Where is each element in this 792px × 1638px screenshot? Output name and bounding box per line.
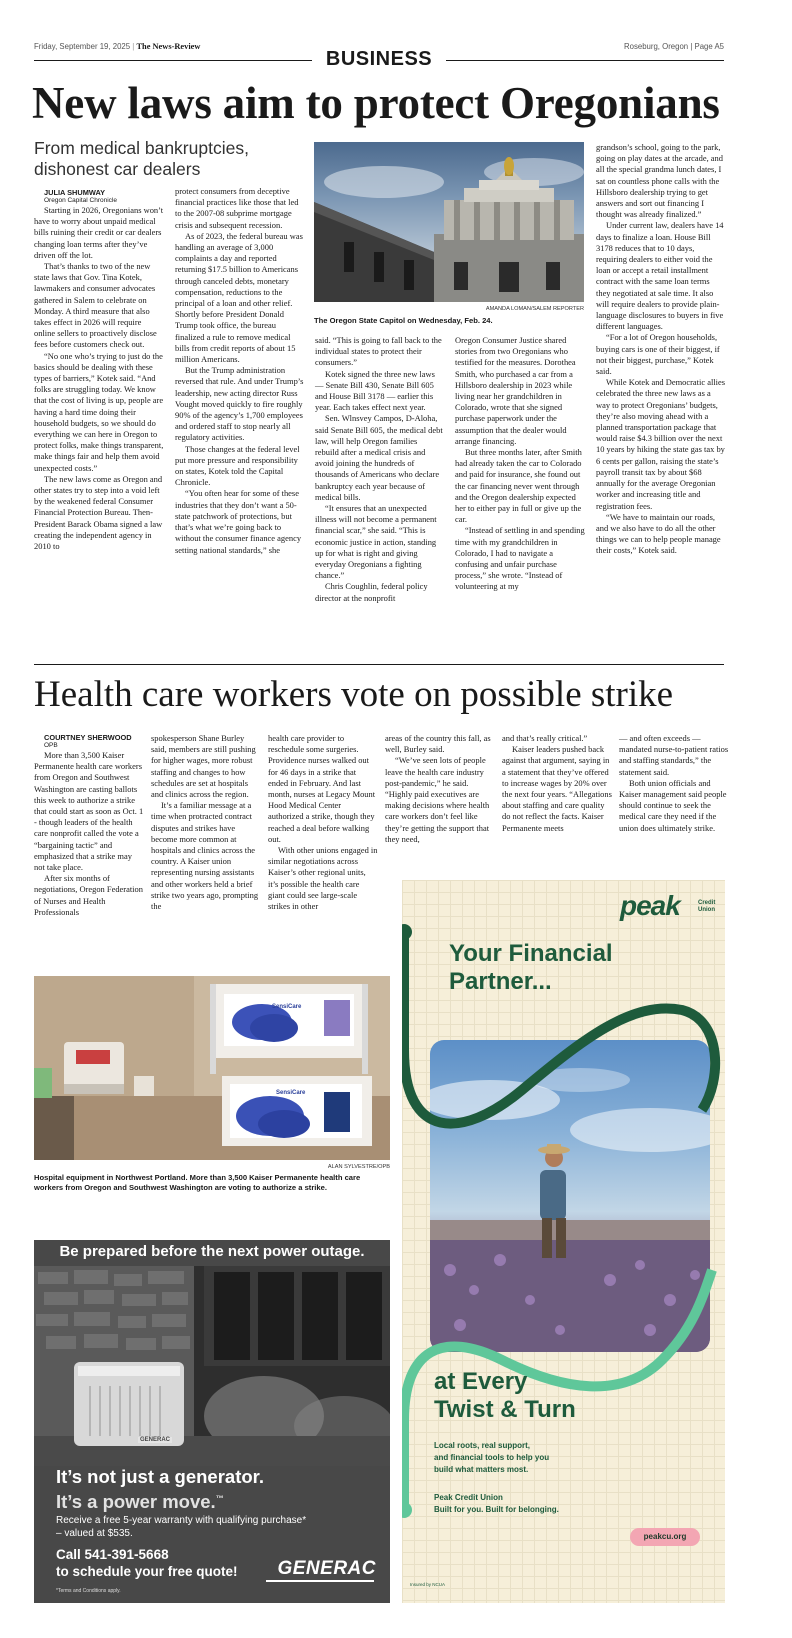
story2-byline: COURTNEY SHERWOOD	[44, 733, 132, 742]
generac-tagline-line2	[56, 1488, 376, 1513]
header-date-text: Friday, September 19, 2025	[34, 42, 131, 51]
story2-col1-para: More than 3,500 Kaiser Permanente health care workers from Oregon and Southwest Washington are casting ballots this week to authorize a strike that could start as soon as Oct. 1 - though leaders of the health care nonprofit called the vote a “bargaining tactic” and emphasized that a strike may not take place.	[34, 750, 144, 873]
generac-fineprint: *Terms and Conditions apply.	[56, 1588, 121, 1594]
story1-col3-para: Kotek signed the three new laws — Senate Bill 430, Senate Bill 605 and House Bill 3178 — earlier this year. Each takes effect next year.	[315, 368, 435, 413]
story1-col1-para: Starting in 2026, Oregonians won’t have to worry about unpaid medical bills ruining their credit or car dealers changing loan terms after they’ve driven off the lot.	[34, 205, 164, 260]
header-rule-left	[34, 60, 312, 61]
story1-col3-para: said. “This is going to fall back to the individual states to protect their consumers.”	[315, 335, 442, 368]
story2-col4-para: areas of the country this fall, as well, Burley said.	[385, 733, 491, 755]
peak-body-line3: build what matters most.	[434, 1465, 529, 1474]
story1-col4-para: Oregon Consumer Justice shared stories from two Oregonians who testified for the measures. Dorothea Smith, who purchased a car from a Hillsboro dealership in 2023 while living near her grandchildren in Colorado, wrote that she signed purchase paperwork under the assumption that the dealer would arrange financing.	[455, 335, 576, 446]
peak-body-line1: Local roots, real support,	[434, 1441, 531, 1450]
capitol-photo	[314, 142, 584, 302]
peak-ad[interactable]	[402, 880, 725, 1603]
story2-col2-para: It’s a familiar message at a time when protracted contract disputes and strikes have become more common at hospitals and clinics across the country. A Kaiser union representing nursing assistants and other workers held a brief strike two years ago, prompting the	[151, 800, 259, 912]
story-divider	[34, 664, 724, 665]
story1-col2-para: “You often hear for some of these industries that they don’t want a 50-state patchwork of protections, but that’s what we’re going back to without the consumer finance agency setting national standards,” she	[175, 488, 302, 555]
generac-call-line2: to schedule your free quote!	[56, 1564, 238, 1579]
story1-col2-para: As of 2023, the federal bureau was handling an average of 3,000 complaints a day and reported returning $17.5 billion to Americans through canceled debts, monetary compensation, reductions to the principal of a loan and other relief. Shortly before President Donald Trump took office, the bureau finalized a rule to remove medical bills from credit reports of about 15 million Americans.	[175, 230, 303, 365]
story1-headline: New laws aim to protect Oregonians	[32, 78, 720, 128]
generac-offer-line1: Receive a free 5-year warranty with qualifying purchase*	[56, 1515, 307, 1526]
peak-body	[434, 1440, 654, 1476]
story2-column-5	[502, 733, 612, 834]
peak-tagline-line2: Twist & Turn	[434, 1396, 576, 1423]
story2-col1-para: After six months of negotiations, Oregon Federation of Nurses and Health Professionals	[34, 873, 143, 917]
header-location-text: Roseburg, Oregon	[624, 42, 689, 51]
story1-byline: JULIA SHUMWAY	[44, 188, 106, 197]
generac-tagline-line2-text: It’s a power move.	[56, 1491, 216, 1513]
capitol-photo-credit: AMANDA LOMAN/SALEM REPORTER	[485, 306, 584, 312]
story2-byline-org: OPB	[44, 742, 58, 749]
story1-subhead	[34, 138, 304, 180]
peak-insured: Insured by NCUA	[410, 1582, 446, 1587]
peak-name: Peak Credit Union	[434, 1493, 503, 1502]
peak-signoff	[434, 1492, 654, 1516]
story1-col2-para: protect consumers from deceptive financial practices like those that led to the 2007-08 subprime mortgage crisis and subsequent recession.	[175, 186, 299, 230]
generac-ad-photo	[34, 1266, 390, 1466]
story2-col6-para: Both union officials and Kaiser management said people should continue to seek the medical care they need if the union does ultimately strike.	[619, 777, 727, 833]
peak-body-line2: and financial tools to help you	[434, 1453, 550, 1462]
generac-ad[interactable]	[34, 1240, 390, 1603]
peak-tagline-line1: at Every	[434, 1368, 528, 1395]
story1-col5-para: grandson’s school, going to the park, going on play dates at the arcade, and all the special grandma lunch dates, I sat on countless phone calls with the Hillsboro dealership trying to get answers and sort out financing I thought was already finalized.”	[596, 142, 723, 220]
story1-col4-para: “Instead of settling in and spending time with my grandchildren in Colorado, I had to navigate a confusing and unfair purchase process,” she wrote. “Instead of volunteering at my	[455, 525, 585, 592]
generac-call[interactable]	[56, 1546, 286, 1580]
section-title: BUSINESS	[325, 48, 433, 70]
hospital-photo-illustration	[34, 976, 390, 1160]
story1-subhead-line1: From medical bankruptcies,	[34, 138, 249, 158]
generator-unit-label: GENERAC	[140, 1437, 171, 1443]
header-location: Roseburg, Oregon | Page A5	[624, 42, 724, 51]
header-rule-right	[446, 60, 724, 61]
story1-col1-para: “No one who’s trying to just do the basics should be dealing with these types of barriers,” Kotek said. “And folks are struggling today. We know that the cost of living is up, people are having a hard time doing their household budgets, so we should do everything we can here in Oregon to protect folks, make things transparent, make things fair and help them avoid unexpected costs.”	[34, 350, 164, 473]
header-paper-name: The News-Review	[136, 42, 201, 51]
story1-column-1	[34, 188, 164, 552]
story1-col2-para: Those changes at the federal level put more pressure and responsibility on states, Kotek told the Capital Chronicle.	[175, 443, 300, 488]
story1-col4-para: But three months later, after Smith had already taken the car to Colorado and paid for insurance, she found out the car financing never went through and the Oregon dealership expected her to either pay in full or give up the car.	[455, 447, 582, 525]
generac-offer	[56, 1514, 376, 1540]
story1-subhead-line2: dishonest car dealers	[34, 159, 201, 179]
generac-offer-line2: – valued at $535.	[56, 1528, 133, 1539]
generac-logo: GENERAC	[277, 1558, 376, 1579]
story2-col5-para: Kaiser leaders pushed back against that argument, saying in a statement that they’ve offered to increase wages by 20% over the next four years. “Allegations about staffing and care quality do not reflect the facts. Kaiser Permanente meets	[502, 744, 612, 833]
header-date: Friday, September 19, 2025 | The News-Review	[34, 42, 201, 51]
peak-logo-word: peak	[620, 890, 680, 921]
story2-column-2	[151, 733, 261, 912]
story1-col1-para: That’s thanks to two of the new state laws that Gov. Tina Kotek, lawmakers and consumer advocates gathered in Salem to celebrate on Monday. A third measure that also takes effect in 2026 will require online sellers to proactively disclose fees before customers check out.	[34, 261, 157, 350]
story2-column-6	[619, 733, 729, 834]
story1-column-4	[455, 335, 585, 593]
story1-column-5	[596, 142, 726, 557]
generac-ad-illustration	[34, 1266, 390, 1466]
hospital-photo-caption: Hospital equipment in Northwest Portland. More than 3,500 Kaiser Permanente health care workers from Oregon and Southwest Washington are voting to authorize a strike.	[34, 1173, 361, 1192]
story1-col5-para: Under current law, dealers have 14 days to finalize a loan. House Bill 3178 reduces that to 10 days, requiring dealers to either void the loan or accept a retail installment contract with the same loan terms they negotiated at sale time. It also will require dealers to provide plain-language disclosures to buyers in five different languages.	[596, 220, 724, 332]
story2-column-1	[34, 733, 144, 918]
generac-logo-underline	[266, 1580, 374, 1582]
story2-headline: Health care workers vote on possible strike	[34, 674, 674, 715]
peak-headline-line2: Partner...	[449, 968, 552, 995]
story2-col3-para: With other unions engaged in similar negotiations across Kaiser’s other regional units, it’s possible the health care giant could see large-scale strikes in other	[268, 845, 378, 912]
story1-col3-para: Chris Coughlin, federal policy director at the nonprofit	[315, 581, 428, 603]
story1-col3-para: Sen. Wlnsvey Campos, D-Aloha, said Senate Bill 605, the medical debt law, will help Oregon families rebuild after a medical crisis and avoid joining the hundreds of thousands of Americans who declare bankruptcy each year because of medical bills.	[315, 413, 443, 502]
peak-logo-sub1: Credit	[698, 900, 716, 906]
story1-column-3	[315, 335, 443, 604]
peak-url-button[interactable]: peakcu.org	[630, 1528, 700, 1546]
story2-col4-para: “We’ve seen lots of people leave the health care industry post-pandemic,” he said. “Highly paid executives are making decisions where health care workers don’t feel like they’re getting the support that they need,	[385, 755, 490, 844]
peak-tagline	[434, 1368, 694, 1424]
story1-col3-para: “It ensures that an unexpected illness will not become a permanent financial scar,” she said. “This is economic justice in action, standing up for what is right and giving everyday Oregonians a fighting chance.”	[315, 503, 437, 581]
story2-col6-para: — and often exceeds — mandated nurse-to-patient ratios and staffing standards,” the statement said.	[619, 733, 729, 777]
peak-headline-line1: Your Financial	[449, 940, 613, 967]
story2-col2-para: spokesperson Shane Burley said, members are still pushing for higher wages, more robust staffing and changes to how schedules are set at hospitals and clinics across the region.	[151, 733, 256, 800]
story1-col5-para: “For a lot of Oregon households, buying cars is one of their biggest, if not their biggest, purchase,” Kotek said.	[596, 332, 720, 377]
story2-col3-para: health care provider to reschedule some surgeries. Providence nurses walked out for 46 days in a strike that ended in February. And last month, nurses at Legacy Mount Hood Medical Center authorized a strike, though they reached a deal before walking out.	[268, 733, 376, 844]
story1-col5-para: “We have to maintain our roads, and we also have to do all the other things we can to help people manage their costs,” Kotek said.	[596, 511, 721, 556]
story1-col2-para: But the Trump administration reversed that rule. And under Trump’s leadership, new acting director Russ Vought moved quickly to fire roughly 90% of the agency’s 1,700 employees and ordered staff to stop nearly all regulatory activities.	[175, 365, 304, 443]
peak-slogan: Built for you. Built for belonging.	[434, 1505, 559, 1514]
story2-column-4	[385, 733, 495, 845]
peak-logo-sub2: Union	[698, 907, 715, 913]
story2-col5-para: and that’s really critical.”	[502, 733, 588, 743]
generac-ad-headline: Be prepared before the next power outage.	[59, 1243, 365, 1260]
generac-call-line1: Call 541-391-5668	[56, 1547, 169, 1562]
header-page-number: Page A5	[694, 42, 724, 51]
glove-box-label-top: SensiCare	[272, 1004, 302, 1010]
generac-tm: ™	[215, 1494, 224, 1503]
capitol-photo-illustration	[314, 142, 584, 302]
hospital-photo-credit: ALAN SYLVESTRE/OPB	[327, 1164, 390, 1170]
story1-col5-para: While Kotek and Democratic allies celebrated the three new laws as a way to protect Oregonians’ budgets, they’re also moving ahead with a planned transportation package that would raise $4.3 billion over the next 10 years by hiking the state gas tax by 6 cents per gallon, raising the state’s payroll transit tax by about $68 annually for the average Oregonian worker and increasing title and registration fees.	[596, 377, 726, 511]
story1-byline-org: Oregon Capital Chronicle	[44, 197, 117, 204]
generac-tagline	[56, 1466, 376, 1513]
glove-box-label-bottom: SensiCare	[276, 1090, 306, 1096]
capitol-photo-caption: The Oregon State Capitol on Wednesday, Feb. 24.	[314, 316, 493, 325]
generac-tagline-line1: It’s not just a generator.	[56, 1466, 264, 1487]
story1-column-2	[175, 186, 305, 556]
story2-column-3	[268, 733, 378, 912]
story1-col1-para: The new laws come as Oregon and other states try to step into a void left by the weakened federal Consumer Financial Protection Bureau. Then-President Barack Obama signed a law creating the independent agency in 2010 to	[34, 473, 163, 552]
hospital-photo	[34, 976, 390, 1160]
